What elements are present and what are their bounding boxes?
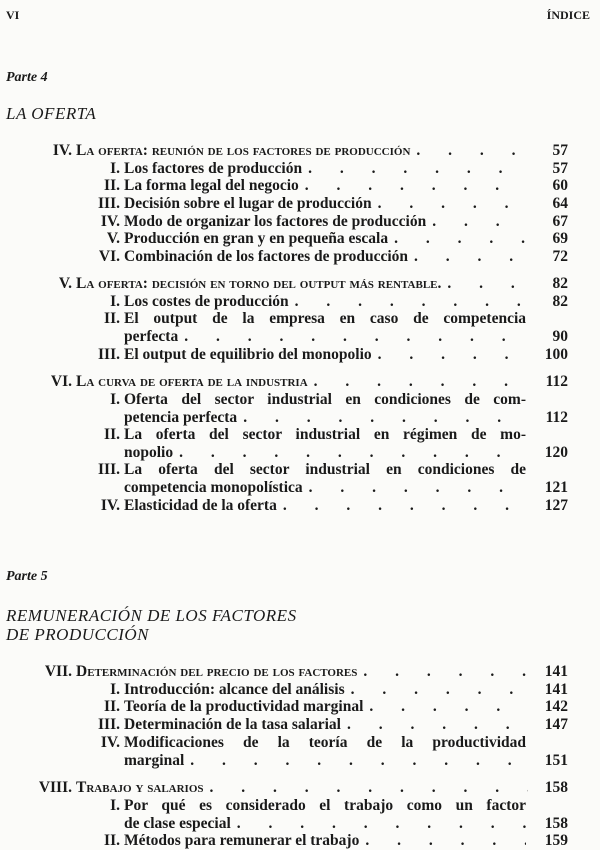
section-title: Combinación de los factores de producción — [124, 248, 409, 265]
dot-leader — [184, 328, 526, 346]
section-entry — [0, 797, 600, 815]
part-title: REMUNERACIÓN DE LOS FACTORES — [6, 606, 297, 625]
dot-leader — [347, 716, 526, 734]
page-ref: 127 — [544, 497, 568, 514]
chapter-number: VIII. — [38, 779, 72, 796]
section-entry — [0, 248, 600, 266]
dot-leader — [179, 444, 526, 462]
chapter-title: La oferta: reunión de los factores de producción — [76, 142, 411, 159]
section-number: IV. — [100, 213, 120, 230]
section-title-wrap — [124, 734, 526, 752]
part-title: LA OFERTA — [6, 104, 97, 123]
chapter-title-wrap — [76, 779, 528, 797]
page-ref: 141 — [544, 663, 568, 680]
chapter-title-wrap — [76, 275, 528, 293]
section-title-wrap — [124, 832, 526, 850]
section-number: IV. — [100, 497, 120, 514]
page-ref: 57 — [552, 160, 568, 177]
section-entry — [0, 479, 600, 497]
section-number: II. — [104, 832, 120, 849]
section-title: de clase especial — [124, 815, 231, 832]
section-title-wrap — [124, 160, 526, 178]
section-title-wrap — [124, 681, 526, 699]
section-title: Modificaciones de la teoría de la productividad — [124, 734, 526, 751]
page-ref: 82 — [552, 275, 568, 292]
section-entry — [0, 160, 600, 178]
page-ref: 142 — [544, 698, 568, 715]
page-ref: 158 — [544, 779, 568, 796]
dot-leader — [237, 815, 526, 833]
dot-leader — [432, 213, 526, 231]
page-ref: 100 — [544, 346, 568, 363]
chapter-entry — [0, 142, 600, 160]
page-ref: 147 — [544, 716, 568, 733]
section-entry — [0, 328, 600, 346]
section-title-wrap — [124, 213, 526, 231]
section-number: III. — [98, 716, 120, 733]
chapter-title-wrap — [76, 663, 528, 681]
section-title: El output de equilibrio del monopolio — [124, 346, 372, 363]
dot-leader — [363, 663, 528, 681]
dot-leader — [314, 373, 528, 391]
section-entry — [0, 698, 600, 716]
section-title: marginal — [124, 752, 185, 769]
section-number: I. — [110, 681, 120, 698]
chapter-number: VI. — [50, 373, 72, 390]
dot-leader — [414, 248, 526, 266]
section-number: II. — [104, 426, 120, 443]
section-title-wrap — [124, 426, 526, 444]
dot-leader — [308, 160, 526, 178]
section-title: Métodos para remunerar el trabajo — [124, 832, 360, 849]
section-title-wrap — [124, 346, 526, 364]
dot-leader — [305, 177, 526, 195]
dot-leader — [190, 752, 526, 770]
page-ref: 69 — [552, 230, 568, 247]
section-title-wrap — [124, 797, 526, 815]
page-number: VI — [6, 8, 20, 22]
section-title: Modo de organizar los factores de producción — [124, 213, 427, 230]
section-title: Los factores de producción — [124, 160, 303, 177]
section-title: competencia monopolística — [124, 479, 303, 496]
section-entry — [0, 681, 600, 699]
page-ref: 90 — [552, 328, 568, 345]
section-title: Producción en gran y en pequeña escala — [124, 230, 389, 247]
section-entry — [0, 752, 600, 770]
page-ref: 151 — [544, 752, 568, 769]
dot-leader — [416, 142, 528, 160]
section-entry — [0, 230, 600, 248]
section-title-wrap — [124, 248, 526, 266]
dot-leader — [447, 275, 528, 293]
section-entry — [0, 310, 600, 328]
section-title-wrap — [124, 310, 526, 328]
dot-leader — [369, 698, 526, 716]
dot-leader — [295, 293, 526, 311]
part-title: DE PRODUCCIÓN — [6, 625, 149, 644]
section-number: I. — [110, 391, 120, 408]
section-entry — [0, 391, 600, 409]
chapter-number: IV. — [52, 142, 72, 159]
section-title: petencia perfecta — [124, 409, 238, 426]
dot-leader — [394, 230, 526, 248]
section-title-wrap — [124, 716, 526, 734]
section-title-wrap — [124, 195, 526, 213]
section-number: II. — [104, 310, 120, 327]
dot-leader — [309, 479, 526, 497]
page-ref: 72 — [552, 248, 568, 265]
page-ref: 82 — [552, 293, 568, 310]
section-title-wrap — [124, 698, 526, 716]
section-number: II. — [104, 698, 120, 715]
section-number: VI. — [98, 248, 120, 265]
page-ref: 120 — [544, 444, 568, 461]
page-ref: 67 — [552, 213, 568, 230]
section-number: I. — [110, 160, 120, 177]
page-ref: 112 — [545, 409, 568, 426]
chapter-title: Trabajo y salarios — [76, 779, 204, 796]
section-title-wrap — [124, 391, 526, 409]
page-ref: 159 — [544, 832, 568, 849]
section-title: Teoría de la productividad marginal — [124, 698, 364, 715]
section-number: III. — [98, 195, 120, 212]
section-title-wrap — [124, 479, 526, 497]
section-number: V. — [106, 230, 120, 247]
section-entry — [0, 444, 600, 462]
section-title-wrap — [124, 444, 526, 462]
section-title-wrap — [124, 752, 526, 770]
section-title: Elasticidad de la oferta — [124, 497, 277, 514]
section-entry — [0, 832, 600, 850]
dot-leader — [378, 346, 526, 364]
section-title: Los costes de producción — [124, 293, 289, 310]
section-entry — [0, 426, 600, 444]
section-entry — [0, 409, 600, 427]
dot-leader — [351, 681, 526, 699]
section-entry — [0, 293, 600, 311]
section-title: Por qué es considerado el trabajo como un factor — [124, 797, 526, 814]
section-entry — [0, 734, 600, 752]
section-title-wrap — [124, 815, 526, 833]
chapter-entry — [0, 275, 600, 293]
chapter-entry — [0, 373, 600, 391]
section-number: III. — [98, 461, 120, 478]
dot-leader — [365, 832, 526, 850]
section-entry — [0, 815, 600, 833]
chapter-number: VII. — [44, 663, 72, 680]
section-title: La oferta del sector industrial en régimen de mo- — [124, 426, 526, 443]
section-title: nopolio — [124, 444, 174, 461]
page-ref: 158 — [544, 815, 568, 832]
chapter-number: V. — [58, 275, 72, 292]
section-title-wrap — [124, 293, 526, 311]
part-label: Parte 4 — [6, 70, 48, 85]
page-ref: 112 — [545, 373, 568, 390]
section-title: Determinación de la tasa salarial — [124, 716, 341, 733]
section-title-wrap — [124, 461, 526, 479]
page-ref: 57 — [552, 142, 568, 159]
section-title: El output de la empresa en caso de competencia — [124, 310, 526, 327]
dot-leader — [283, 497, 526, 515]
section-title-wrap — [124, 177, 526, 195]
running-header: ÍNDICE — [546, 8, 590, 22]
dot-leader — [243, 409, 526, 427]
section-entry — [0, 346, 600, 364]
section-entry — [0, 497, 600, 515]
section-number: II. — [104, 177, 120, 194]
section-title-wrap — [124, 497, 526, 515]
part-label: Parte 5 — [6, 569, 48, 584]
section-title: La forma legal del negocio — [124, 177, 299, 194]
chapter-entry — [0, 663, 600, 681]
section-number: III. — [98, 346, 120, 363]
page-ref: 64 — [552, 195, 568, 212]
dot-leader — [210, 779, 529, 797]
chapter-title: Determinación del precio de los factores — [76, 663, 358, 680]
section-title: Introducción: alcance del análisis — [124, 681, 345, 698]
chapter-title: La curva de oferta de la industria — [76, 373, 308, 390]
page-ref: 141 — [544, 681, 568, 698]
section-title: Oferta del sector industrial en condiciones de com- — [124, 391, 526, 408]
section-number: I. — [110, 797, 120, 814]
section-title-wrap — [124, 409, 526, 427]
section-entry — [0, 716, 600, 734]
chapter-entry — [0, 779, 600, 797]
section-title: perfecta — [124, 328, 179, 345]
dot-leader — [378, 195, 526, 213]
section-title-wrap — [124, 328, 526, 346]
section-title: Decisión sobre el lugar de producción — [124, 195, 372, 212]
section-number: IV. — [100, 734, 120, 751]
section-title-wrap — [124, 230, 526, 248]
page-ref: 121 — [544, 479, 568, 496]
section-number: I. — [110, 293, 120, 310]
section-entry — [0, 213, 600, 231]
section-entry — [0, 461, 600, 479]
chapter-title-wrap — [76, 373, 528, 391]
page-ref: 60 — [552, 177, 568, 194]
chapter-title-wrap — [76, 142, 528, 160]
section-title: La oferta del sector industrial en condiciones de — [124, 461, 526, 478]
section-entry — [0, 177, 600, 195]
chapter-title: La oferta: decisión en torno del output más rentable. — [76, 275, 442, 292]
section-entry — [0, 195, 600, 213]
